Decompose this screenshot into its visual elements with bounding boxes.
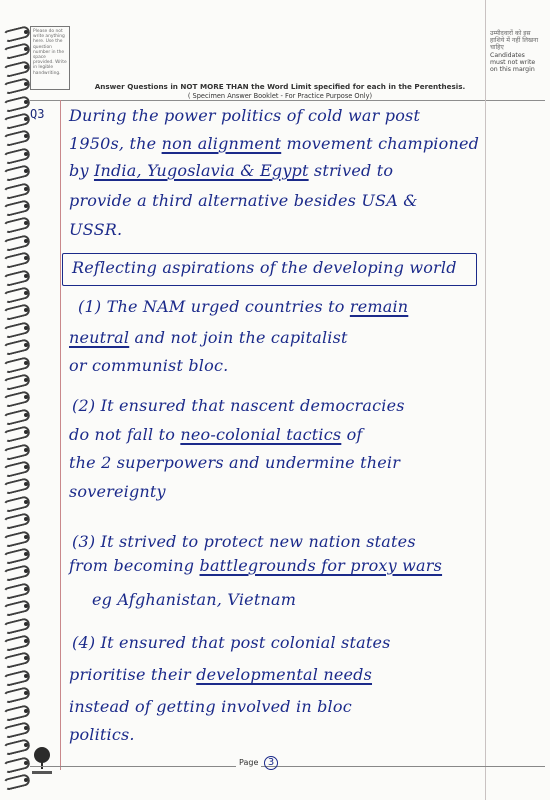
spiral-ring [3, 373, 31, 391]
specimen-note: ( Specimen Answer Booklet - For Practice Purpose Only) [187, 92, 373, 100]
point-line: (4) It ensured that post colonial states [72, 633, 391, 652]
spiral-ring [3, 234, 31, 252]
spiral-hole [24, 622, 28, 626]
spiral-hole [24, 552, 28, 556]
spiral-ring [3, 512, 31, 530]
spiral-ring [3, 408, 31, 426]
spiral-ring [3, 182, 31, 200]
example-line: eg Afghanistan, Vietnam [92, 590, 297, 609]
spiral-ring [3, 338, 31, 356]
intro-line: USSR. [69, 220, 123, 239]
intro-line [69, 134, 479, 153]
page-number: 3 [264, 756, 278, 770]
spiral-hole [24, 291, 28, 295]
margin-note-hindi: उम्मीदवारों को इस हाशिये में नहीं लिखना चाहिए [490, 30, 539, 52]
underlined-phrase: remain [349, 297, 409, 316]
margin-note-english: Candidates must not write on this margin [490, 51, 536, 74]
spiral-ring [3, 251, 31, 269]
booklet-header [80, 82, 480, 100]
spiral-ring [3, 356, 31, 374]
left-margin-line [60, 100, 61, 770]
point-line: (1) The NAM urged countries to remain [78, 297, 409, 316]
spiral-ring [3, 634, 31, 652]
intro-line: provide a third alternative besides USA & [69, 191, 418, 210]
page-footer [0, 754, 550, 778]
spiral-hole [24, 413, 28, 417]
spiral-ring [3, 599, 31, 617]
point-line: do not fall to neo-colonial tactics of [69, 425, 363, 444]
point-number: 4 [78, 633, 89, 652]
spiral-binding [0, 0, 34, 800]
spiral-hole [24, 448, 28, 452]
point-text: It ensured that nascent democracies [100, 396, 405, 415]
spiral-ring [3, 112, 31, 130]
spiral-ring [3, 477, 31, 495]
underlined-phrase: India, Yugoslavia & Egypt [93, 161, 309, 180]
spiral-ring [3, 443, 31, 461]
spiral-ring [3, 390, 31, 408]
right-margin-note [485, 26, 543, 101]
point-line: sovereignty [69, 482, 166, 501]
underlined-phrase: neutral [69, 328, 130, 347]
point-line: politics. [69, 725, 135, 744]
spiral-ring [3, 164, 31, 182]
point-line: from becoming battlegrounds for proxy wars [69, 556, 443, 575]
spiral-hole [24, 187, 28, 191]
spiral-ring [3, 60, 31, 78]
spiral-ring [3, 530, 31, 548]
spiral-hole [24, 117, 28, 121]
spiral-ring [3, 704, 31, 722]
point-line: the 2 superpowers and undermine their [69, 453, 401, 472]
spiral-ring [3, 42, 31, 60]
subheading: Reflecting aspirations of the developing world [72, 258, 457, 277]
point-text: It ensured that post colonial states [100, 633, 391, 652]
footer-rule [30, 766, 545, 767]
underlined-phrase: neo-colonial tactics [180, 425, 342, 444]
spiral-ring [3, 199, 31, 217]
spiral-hole [24, 204, 28, 208]
spiral-ring [3, 216, 31, 234]
underlined-phrase: non alignment [161, 134, 282, 153]
point-line: (2) It ensured that nascent democracies [72, 396, 405, 415]
spiral-ring [3, 460, 31, 478]
spiral-hole [24, 239, 28, 243]
spiral-hole [24, 726, 28, 730]
spiral-hole [24, 326, 28, 330]
spiral-hole [24, 535, 28, 539]
spiral-hole [24, 65, 28, 69]
spiral-hole [24, 587, 28, 591]
spiral-ring [3, 321, 31, 339]
spiral-ring [3, 286, 31, 304]
spiral-hole [24, 500, 28, 504]
spiral-ring [3, 547, 31, 565]
intro-line: by India, Yugoslavia & Egypt strived to [69, 161, 394, 180]
word-limit-instruction: Answer Questions in NOT MORE THAN the Word Limit specified for each in the Perenthesis. [94, 82, 466, 91]
point-number: 1 [84, 297, 95, 316]
spiral-ring [3, 77, 31, 95]
spiral-ring [3, 686, 31, 704]
point-line: instead of getting involved in bloc [69, 697, 352, 716]
spiral-ring [3, 617, 31, 635]
left-instruction-box [30, 26, 70, 90]
intro-line: During the power politics of cold war post [69, 106, 421, 125]
left-instruction-text: Please do not write anything here. Use the question number in the space provided. Write in legible handwriting. [33, 29, 67, 76]
spiral-ring [3, 669, 31, 687]
spiral-hole [24, 674, 28, 678]
intro-text: 1950s, the non alignment movement championed [69, 134, 480, 153]
spiral-hole [24, 709, 28, 713]
point-line: (3) It strived to protect new nation states [72, 532, 416, 551]
spiral-ring [3, 651, 31, 669]
spiral-ring [3, 425, 31, 443]
spiral-hole [24, 30, 28, 34]
point-number: 3 [78, 532, 89, 551]
spiral-hole [24, 378, 28, 382]
spiral-ring [3, 95, 31, 113]
right-margin-line [485, 0, 486, 800]
point-line: prioritise their developmental needs [69, 665, 373, 684]
spiral-ring [3, 721, 31, 739]
spiral-ring [3, 495, 31, 513]
point-text: The NAM urged countries to remain [106, 297, 409, 316]
underlined-phrase: battlegrounds for proxy wars [199, 556, 443, 575]
point-line: neutral and not join the capitalist [69, 328, 348, 347]
spiral-ring [3, 147, 31, 165]
spiral-hole [24, 152, 28, 156]
spiral-hole [24, 274, 28, 278]
spiral-ring [3, 129, 31, 147]
point-text: It strived to protect new nation states [100, 532, 416, 551]
spiral-ring [3, 564, 31, 582]
spiral-ring [3, 25, 31, 43]
spiral-ring [3, 582, 31, 600]
point-number: 2 [78, 396, 89, 415]
spiral-ring [3, 303, 31, 321]
point-line: or communist bloc. [69, 356, 229, 375]
spiral-hole [24, 361, 28, 365]
spiral-ring [3, 269, 31, 287]
spiral-hole [24, 465, 28, 469]
page-label: Page [236, 758, 261, 767]
spiral-hole [24, 100, 28, 104]
spiral-hole [24, 639, 28, 643]
question-number: Q3 [30, 107, 45, 121]
underlined-phrase: developmental needs [196, 665, 373, 684]
header-rule [30, 100, 545, 101]
